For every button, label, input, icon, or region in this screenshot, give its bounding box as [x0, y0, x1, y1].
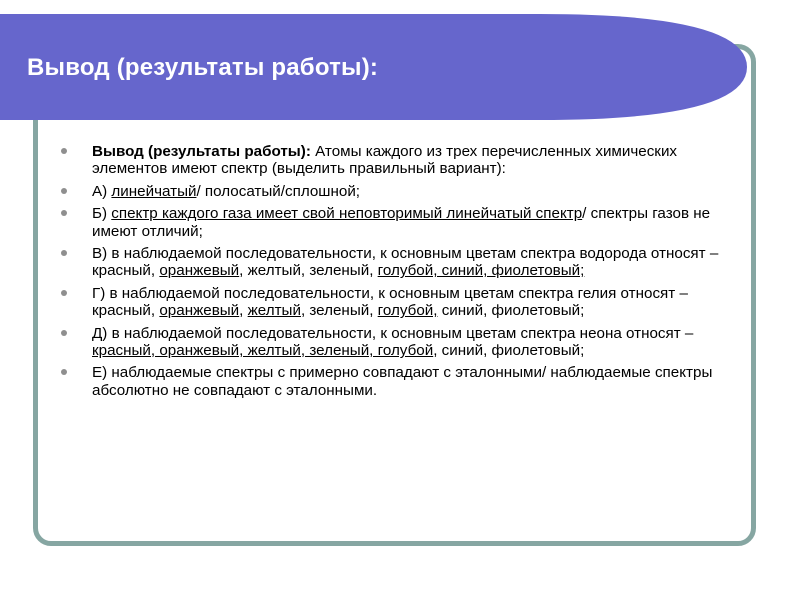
bullet-item: [60, 183, 740, 200]
bold-lead: Вывод (результаты работы):: [92, 143, 316, 160]
bullet-text: [92, 325, 693, 359]
bullet-text: [92, 183, 360, 200]
text-run: Атомы каждого из трех перечисленных химических элементов имеют спектр (выделить правильный вариант):: [92, 143, 678, 178]
bullet-text: [92, 143, 677, 177]
bullet-item: [60, 285, 740, 320]
underlined-answer: спектр каждого газа имеет свой неповторимый линейчатый спектр: [111, 205, 583, 223]
title-banner: [0, 14, 747, 120]
text-run: синий, фиолетовый;: [437, 302, 585, 320]
bullet-item: [60, 205, 740, 240]
text-run: , желтый, зеленый,: [239, 262, 378, 280]
bullet-item: [60, 245, 740, 280]
text-run: Е) наблюдаемые спектры с примерно совпадают с эталонными/ наблюдаемые спектры абсолютно не совпадают с эталонными.: [92, 364, 713, 399]
bullet-item: [60, 364, 740, 399]
text-run: Г) в наблюдаемой последовательности, к основным цветам спектра гелия относят – красный,: [92, 284, 688, 320]
bullet-dot-icon: [61, 290, 67, 296]
underlined-answer: красный, оранжевый, желтый, зеленый, голубой: [92, 342, 434, 360]
text-run: Д) в наблюдаемой последовательности, к основным цветам спектра неона относят –: [92, 324, 694, 342]
bullet-dot-icon: [61, 369, 67, 375]
text-run: / спектры газов не имеют отличий;: [92, 205, 711, 240]
text-run: А): [92, 182, 112, 200]
underlined-answer: оранжевый: [159, 302, 240, 320]
text-run: , синий, фиолетовый;: [433, 342, 585, 360]
bullet-dot-icon: [61, 148, 67, 154]
bullet-text: [92, 245, 718, 279]
underlined-answer: голубой, синий, фиолетовый;: [377, 262, 585, 280]
content-list: [60, 143, 740, 404]
bullet-text: [92, 364, 712, 398]
text-run: В) в наблюдаемой последовательности, к основным цветам спектра водорода относят – красный,: [92, 245, 719, 280]
bullet-text: [92, 285, 688, 319]
bullet-dot-icon: [61, 250, 67, 256]
bullet-dot-icon: [61, 210, 67, 216]
text-run: ,: [239, 302, 248, 320]
underlined-answer: желтый: [247, 302, 301, 320]
bullet-dot-icon: [61, 188, 67, 194]
text-run: , зеленый,: [300, 302, 378, 320]
bullet-dot-icon: [61, 330, 67, 336]
text-run: / полосатый/сплошной;: [196, 182, 361, 200]
bullet-text: [92, 205, 710, 239]
bullet-item: [60, 143, 740, 178]
underlined-answer: голубой,: [377, 302, 438, 320]
bullet-item: [60, 325, 740, 360]
underlined-answer: оранжевый: [159, 262, 240, 280]
slide-title: Вывод (результаты работы):: [27, 54, 379, 81]
underlined-answer: линейчатый: [111, 182, 197, 200]
text-run: Б): [92, 205, 112, 223]
